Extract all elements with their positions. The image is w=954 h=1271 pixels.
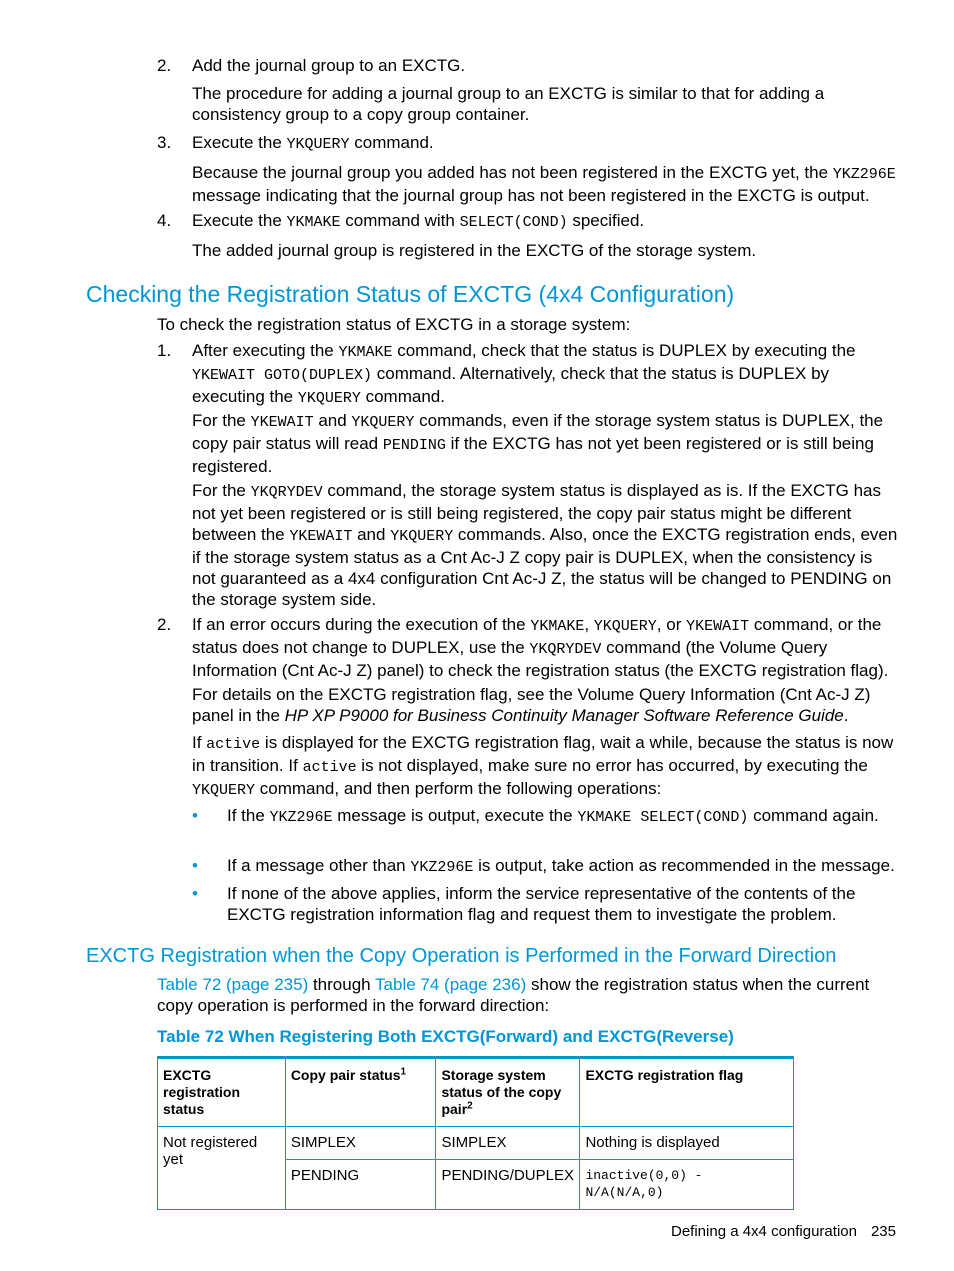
step-detail: The procedure for adding a journal group to an EXCTG is similar to that for adding a consistency group to a copy group container.	[192, 84, 825, 124]
section-heading: EXCTG Registration when the Copy Operation is Performed in the Forward Direction	[86, 945, 837, 967]
paragraph: If active is displayed for the EXCTG registration flag, wait a while, because the status is now in transition. If active is not displayed, make sure no error has occurred, by executing the YKQUERY command, and then perform the following operations:	[192, 733, 894, 799]
step-4	[157, 210, 897, 261]
paragraph: For details on the EXCTG registration flag, see the Volume Query Information (Cnt Ac-J Z) panel in the HP XP P9000 for Business Continuity Manager Software Reference Guide.	[192, 685, 871, 725]
step-3	[157, 132, 897, 206]
message-code: YKZ296E	[832, 166, 896, 183]
command-code: YKQRYDEV	[529, 641, 602, 658]
flag-code: active	[206, 736, 261, 753]
paragraph: For the YKQRYDEV command, the storage system status is displayed as is. If the EXCTG has not yet been registered or is still being registered, the copy pair status might be different between the YKEWAIT and YKQUERY commands. Also, once the EXCTG registration ends, even if the storage system status as a Cnt Ac-J Z copy pair is DUPLEX, when the consistency is not guaranteed as a 4x4 configuration Cnt Ac-J Z, the status will be changed to PENDING on the storage system side.	[192, 481, 898, 609]
bullet-item: • If a message other than YKZ296E is output, take action as recommended in the message.	[192, 856, 895, 876]
command-code: YKMAKE	[530, 618, 585, 635]
page-footer	[671, 1222, 896, 1242]
paragraph: For the YKEWAIT and YKQUERY commands, even if the storage system status is DUPLEX, the copy pair status will read PENDING if the EXCTG has not yet been registered or is still being registered.	[192, 411, 884, 476]
step-detail: Because the journal group you added has not been registered in the EXCTG yet, the YKZ296E message indicating that the journal group has not been registered in the EXCTG is output.	[192, 163, 896, 205]
step-text: If an error occurs during the execution of the YKMAKE, YKQUERY, or YKEWAIT command, or the status does not change to DUPLEX, use the YKQRYDEV command (the Volume Query Information (Cnt Ac-J Z) panel) to check the registration status (the EXCTG registration flag).	[192, 615, 889, 680]
command-code: YKEWAIT GOTO(DUPLEX)	[192, 367, 373, 384]
registration-table	[157, 1056, 794, 1210]
command-code: YKMAKE	[286, 214, 341, 231]
step-number: 2.	[157, 615, 172, 634]
step-number: 2.	[157, 56, 172, 75]
step-number: 4.	[157, 211, 172, 230]
bullet-icon: •	[192, 884, 198, 903]
bullet-item: • If none of the above applies, inform the service representative of the contents of the EXCTG registration information flag and request them to investigate the problem.	[192, 884, 856, 924]
section-heading: Checking the Registration Status of EXCTG (4x4 Configuration)	[86, 281, 735, 307]
command-code: YKEWAIT	[289, 528, 353, 545]
command-code: SELECT(COND)	[459, 214, 568, 231]
section-intro: To check the registration status of EXCTG in a storage system:	[157, 315, 631, 334]
command-code: YKMAKE SELECT(COND)	[577, 809, 749, 826]
table-header-row	[158, 1058, 794, 1127]
column-header: EXCTG registration flag	[580, 1058, 794, 1127]
command-code: YKQRYDEV	[250, 484, 323, 501]
message-code: YKZ296E	[410, 859, 474, 876]
column-header: Storage system status of the copy pair$^2$	[436, 1058, 580, 1127]
command-code: YKQUERY	[286, 136, 350, 153]
bullet-icon: •	[192, 856, 198, 875]
footer-title: Defining a 4x4 configuration	[671, 1223, 857, 1240]
guide-title: HP XP P9000 for Business Continuity Manager Software Reference Guide	[284, 706, 844, 725]
command-code: YKQUERY	[593, 618, 657, 635]
step-text: Add the journal group to an EXCTG.	[192, 56, 466, 75]
table-72-link[interactable]: Table 72 (page 235)	[157, 975, 309, 994]
flag-code: active	[302, 759, 357, 776]
command-code: YKMAKE	[338, 344, 393, 361]
table-row	[158, 1127, 794, 1160]
step-detail: The added journal group is registered in the EXCTG of the storage system.	[192, 241, 757, 260]
check-step-2	[157, 614, 897, 681]
step-number: 1.	[157, 341, 172, 360]
table-cell: Nothing is displayed	[580, 1127, 794, 1160]
footnote-marker: 1	[400, 1066, 407, 1078]
command-code: YKQUERY	[351, 414, 415, 431]
column-header: EXCTG registration status	[158, 1058, 286, 1127]
step-text: Execute the YKQUERY command.	[192, 133, 434, 153]
step-text: After executing the YKMAKE command, check that the status is DUPLEX by executing the YKEWAIT GOTO(DUPLEX) command. Alternatively, check that the status is DUPLEX by executing the YKQUERY command.	[192, 341, 856, 407]
step-number: 3.	[157, 133, 172, 152]
message-code: YKZ296E	[269, 809, 333, 826]
table-cell: PENDING/DUPLEX	[436, 1160, 580, 1210]
table-cell: PENDING	[285, 1160, 436, 1210]
footnote-marker: 2	[467, 1100, 473, 1112]
table-cell: inactive(0,0) - N/A(N/A,0)	[580, 1160, 794, 1210]
check-step-1	[157, 340, 897, 409]
command-code: YKQUERY	[390, 528, 454, 545]
page-number: 235	[870, 1223, 896, 1240]
bullet-icon: •	[192, 806, 198, 825]
column-header: Copy pair status$^1$	[285, 1058, 436, 1127]
command-code: YKEWAIT	[686, 618, 750, 635]
step-2	[157, 55, 897, 125]
table-cell: SIMPLEX	[285, 1127, 436, 1160]
command-code: YKQUERY	[297, 390, 361, 407]
status-code: PENDING	[382, 437, 446, 454]
table-cell: Not registered yet	[158, 1127, 286, 1210]
section-intro: Table 72 (page 235) through Table 74 (page 236) show the registration status when the current copy operation is performed in the forward direction:	[157, 975, 870, 1015]
step-text: Execute the YKMAKE command with SELECT(COND) specified.	[192, 211, 645, 231]
table-74-link[interactable]: Table 74 (page 236)	[375, 975, 527, 994]
command-code: YKEWAIT	[250, 414, 314, 431]
table-caption: Table 72 When Registering Both EXCTG(Forward) and EXCTG(Reverse)	[157, 1027, 734, 1046]
bullet-item: • If the YKZ296E message is output, execute the YKMAKE SELECT(COND) command again.	[192, 806, 879, 826]
command-code: YKQUERY	[192, 782, 256, 799]
table-cell: SIMPLEX	[436, 1127, 580, 1160]
